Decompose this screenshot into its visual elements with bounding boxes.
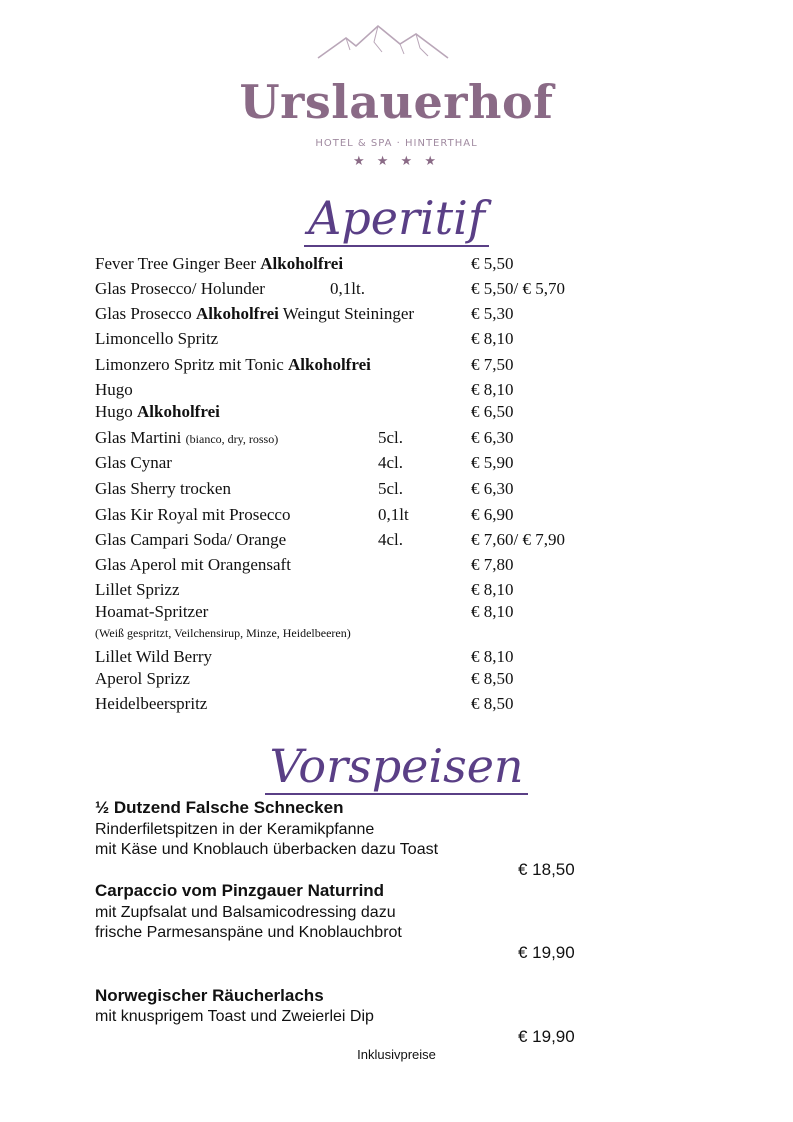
alcohol-free-label: Alkoholfrei xyxy=(137,402,220,421)
footer-note: Inklusivpreise xyxy=(357,1047,436,1062)
item-quantity: 4cl. xyxy=(378,530,404,549)
item-name-text: Glas Kir Royal mit Prosecco xyxy=(95,505,291,524)
item-name xyxy=(95,401,220,423)
dish-description: frische Parmesanspäne und Knoblauchbrot xyxy=(95,924,402,941)
item-name xyxy=(95,303,414,325)
item-name xyxy=(95,529,286,551)
aperitif-item xyxy=(95,427,695,449)
item-quantity: 4cl. xyxy=(378,453,404,472)
item-price: € 8,10 xyxy=(471,602,514,621)
section-title-vorspeisen: Vorspeisen xyxy=(0,738,793,794)
section-title-aperitif: Aperitif xyxy=(0,190,793,246)
item-name-text: Glas Prosecco/ Holunder xyxy=(95,279,265,298)
alcohol-free-label: Alkoholfrei xyxy=(260,254,344,273)
item-quantity: 5cl. xyxy=(378,428,404,447)
aperitif-item xyxy=(95,354,695,376)
item-price: € 8,10 xyxy=(471,647,514,666)
item-name xyxy=(95,554,291,576)
aperitif-item xyxy=(95,379,695,401)
item-name xyxy=(95,504,290,526)
dish-description: Rinderfiletspitzen in der Keramikpfanne xyxy=(95,821,375,838)
brand-name: Urslauerhof xyxy=(239,75,554,129)
item-price: € 7,50 xyxy=(471,355,514,374)
item-name xyxy=(95,253,343,275)
item-price: € 6,30 xyxy=(471,479,514,498)
aperitif-item xyxy=(95,693,695,715)
aperitif-item xyxy=(95,554,695,576)
item-price: € 5,50/ € 5,70 xyxy=(471,279,565,298)
item-name xyxy=(95,646,212,668)
item-price: € 8,10 xyxy=(471,380,514,399)
item-name xyxy=(95,601,208,623)
dish-description: mit knusprigem Toast und Zweierlei Dip xyxy=(95,1008,374,1025)
dish-description: mit Käse und Knoblauch überbacken dazu Toast xyxy=(95,841,439,858)
item-name-text: Limonzero Spritz mit Tonic xyxy=(95,355,289,374)
item-name xyxy=(95,452,172,474)
dish-price: € 18,50 xyxy=(518,860,575,879)
dish-description: mit Zupfsalat und Balsamicodressing dazu xyxy=(95,904,396,921)
item-name xyxy=(95,579,180,601)
mountain-logo-icon xyxy=(316,22,450,62)
aperitif-item xyxy=(95,401,695,423)
item-price: € 8,50 xyxy=(471,694,514,713)
item-name xyxy=(95,354,371,376)
item-name-text: Hugo xyxy=(95,380,133,399)
aperitif-item xyxy=(95,303,695,325)
item-name-suffix: Weingut Steininger xyxy=(278,304,415,323)
hotel-stars: ★ ★ ★ ★ xyxy=(352,154,440,169)
item-name-text: Glas Martini xyxy=(95,428,186,447)
item-price: € 6,90 xyxy=(471,505,514,524)
item-name-text: Aperol Sprizz xyxy=(95,669,190,688)
item-quantity: 5cl. xyxy=(378,479,404,498)
aperitif-item xyxy=(95,278,695,300)
item-name-text: Lillet Sprizz xyxy=(95,580,180,599)
alcohol-free-label: Alkoholfrei xyxy=(196,304,279,323)
item-name-text: Limoncello Spritz xyxy=(95,329,219,348)
item-name xyxy=(95,478,231,500)
alcohol-free-label: Alkoholfrei xyxy=(288,355,371,374)
item-price: € 6,50 xyxy=(471,402,514,421)
item-name xyxy=(95,278,265,300)
item-price: € 5,50 xyxy=(471,254,514,273)
item-price: € 5,90 xyxy=(471,453,514,472)
item-name-text: Glas Cynar xyxy=(95,453,172,472)
aperitif-item xyxy=(95,478,695,500)
aperitif-item xyxy=(95,601,695,623)
item-quantity: 0,1lt xyxy=(378,505,409,524)
aperitif-item xyxy=(95,328,695,350)
dish-title: Norwegischer Räucherlachs xyxy=(95,986,324,1005)
item-price: € 7,80 xyxy=(471,555,514,574)
aperitif-item xyxy=(95,504,695,526)
item-name-text: Heidelbeerspritz xyxy=(95,694,208,713)
item-name-text: Fever Tree Ginger Beer xyxy=(95,254,261,273)
item-name xyxy=(95,427,278,450)
item-name xyxy=(95,693,207,715)
item-variants: (bianco, dry, rosso) xyxy=(185,432,279,446)
item-price: € 8,10 xyxy=(471,580,514,599)
aperitif-item xyxy=(95,668,695,690)
dish-title: Carpaccio vom Pinzgauer Naturrind xyxy=(95,881,385,900)
item-price: € 7,60/ € 7,90 xyxy=(471,530,565,549)
item-name-text: Glas Sherry trocken xyxy=(95,479,231,498)
item-quantity: 0,1lt. xyxy=(330,279,365,298)
item-price: € 6,30 xyxy=(471,428,514,447)
item-name xyxy=(95,668,190,690)
item-name-text: Hugo xyxy=(95,402,138,421)
item-name xyxy=(95,379,133,401)
hoamat-note: (Weiß gespritzt, Veilchensirup, Minze, Heidelbeeren) xyxy=(95,626,351,640)
item-name-text: Hoamat-Spritzer xyxy=(95,602,209,621)
aperitif-item xyxy=(95,253,695,275)
item-name-text: Glas Prosecco xyxy=(95,304,197,323)
item-name-text: Glas Campari Soda/ Orange xyxy=(95,530,287,549)
item-name-text: Lillet Wild Berry xyxy=(95,647,213,666)
item-price: € 8,10 xyxy=(471,329,514,348)
dish-title: ½ Dutzend Falsche Schnecken xyxy=(95,798,344,817)
aperitif-item xyxy=(95,646,695,668)
dish-price: € 19,90 xyxy=(518,943,575,962)
dish-price: € 19,90 xyxy=(518,1027,575,1046)
item-name-text: Glas Aperol mit Orangensaft xyxy=(95,555,291,574)
aperitif-item xyxy=(95,579,695,601)
item-price: € 8,50 xyxy=(471,669,514,688)
item-name xyxy=(95,328,218,350)
item-price: € 5,30 xyxy=(471,304,514,323)
brand-subtitle: HOTEL & SPA · HINTERTHAL xyxy=(315,138,478,149)
aperitif-item xyxy=(95,452,695,474)
aperitif-item xyxy=(95,529,695,551)
